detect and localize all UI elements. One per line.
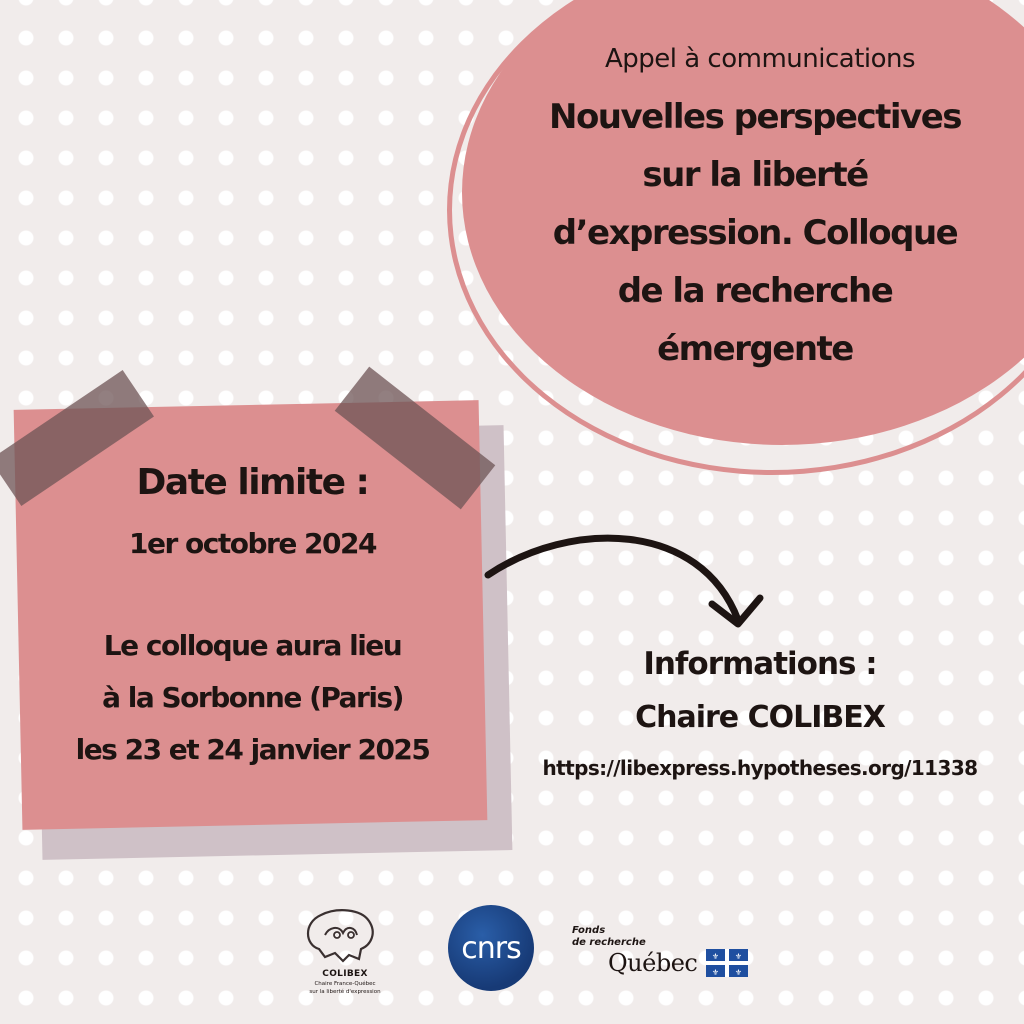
colibex-subtitle-1: Chaire France-Québec	[314, 981, 376, 987]
info-link[interactable]: https://libexpress.hypotheses.org/11338	[542, 756, 978, 780]
cnrs-text: cnrs	[461, 930, 521, 966]
frq-logo	[570, 925, 760, 985]
informations-label: Informations :	[643, 646, 877, 682]
colibex-logo	[295, 905, 395, 1005]
venue-line: Le colloque aura lieu	[103, 629, 402, 662]
quebec-flag-icon	[706, 949, 748, 977]
call-for-papers-label: Appel à communications	[604, 44, 916, 74]
title-line: émergente	[657, 329, 853, 369]
title-line: sur la liberté	[642, 155, 868, 195]
svg-text:⚜: ⚜	[734, 968, 743, 977]
colibex-subtitle-2: sur la liberté d'expression	[309, 989, 381, 995]
frq-line1: Fonds	[572, 925, 606, 936]
svg-text:⚜: ⚜	[711, 968, 720, 977]
svg-text:⚜: ⚜	[734, 952, 743, 961]
title-line: de la recherche	[617, 271, 893, 311]
title-line: Nouvelles perspectives	[548, 97, 961, 137]
venue-line: les 23 et 24 janvier 2025	[75, 733, 430, 766]
deadline-label: Date limite :	[136, 462, 369, 503]
colibex-name: COLIBEX	[322, 969, 368, 979]
venue-line: à la Sorbonne (Paris)	[102, 681, 403, 714]
cnrs-logo	[448, 905, 534, 991]
venue-info	[20, 620, 485, 776]
title-line: d’expression. Colloque	[552, 213, 958, 253]
deadline-date: 1er octobre 2024	[128, 527, 376, 560]
frq-line2: de recherche	[572, 937, 646, 948]
colibex-head-icon	[295, 905, 395, 967]
svg-text:⚜: ⚜	[711, 952, 720, 961]
frq-quebec: Québec	[608, 949, 698, 977]
event-title	[505, 88, 1005, 378]
chair-name: Chaire COLIBEX	[635, 700, 885, 735]
curved-arrow-icon	[480, 520, 770, 650]
frq-fonds	[572, 925, 646, 949]
